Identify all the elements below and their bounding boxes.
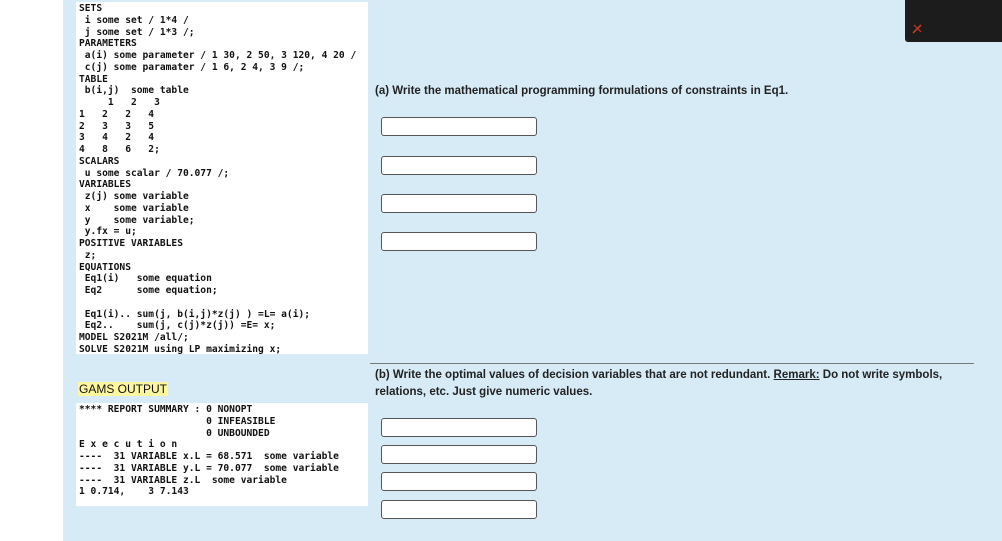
remark-label: Remark:	[773, 369, 820, 381]
question-b-text: (b) Write the optimal values of decision variables that are not redundant.	[375, 369, 774, 381]
answer-b-3[interactable]	[381, 472, 537, 491]
answer-a-4[interactable]	[381, 232, 537, 251]
answer-a-2[interactable]	[381, 156, 537, 175]
gams-output-label: GAMS OUTPUT	[79, 382, 168, 396]
section-divider	[370, 363, 974, 364]
question-b	[375, 367, 965, 401]
remark-text: Do not write symbols, relations, etc. Just give numeric values.	[375, 369, 943, 398]
gams-output-code: **** REPORT SUMMARY : 0 NONOPT 0 INFEASIBLE 0 UNBOUNDED E x e c u t i o n ---- 31 VARIABLE x.L = 68.571 some variable ---- 31 VARIABLE y.L = 70.077 some variable ---- 31 VARIABLE z.L some variable 1 0.714, 3 7.143	[76, 403, 368, 506]
answer-a-3[interactable]	[381, 194, 537, 213]
answer-b-1[interactable]	[381, 418, 537, 437]
close-icon[interactable]	[911, 23, 923, 35]
answer-b-2[interactable]	[381, 445, 537, 464]
floating-widget	[905, 0, 1002, 42]
gams-model-code: SETS i some set / 1*4 / j some set / 1*3 /; PARAMETERS a(i) some parameter / 1 30, 2 50, 3 120, 4 20 / c(j) some paramater / 1 6, 2 4, 3 9 /; TABLE b(i,j) some table 1 2 3 1 2 2 4 2 3 3 5 3 4 2 4 4 8 6 2; SCALARS u some scalar / 70.077 /; VARIABLES z(j) some variable x some variable y some variable; y.fx = u; POSITIVE VARIABLES z; EQUATIONS Eq1(i) some equation Eq2 some equation; Eq1(i).. sum(j, b(i,j)*z(j) ) =L= a(i); Eq2.. sum(j, c(j)*z(j)) =E= x; MODEL S2021M /all/; SOLVE S2021M using LP maximizing x;	[76, 2, 368, 354]
answer-b-4[interactable]	[381, 500, 537, 519]
question-a: (a) Write the mathematical programming formulations of constraints in Eq1.	[375, 85, 789, 97]
answer-a-1[interactable]	[381, 117, 537, 136]
